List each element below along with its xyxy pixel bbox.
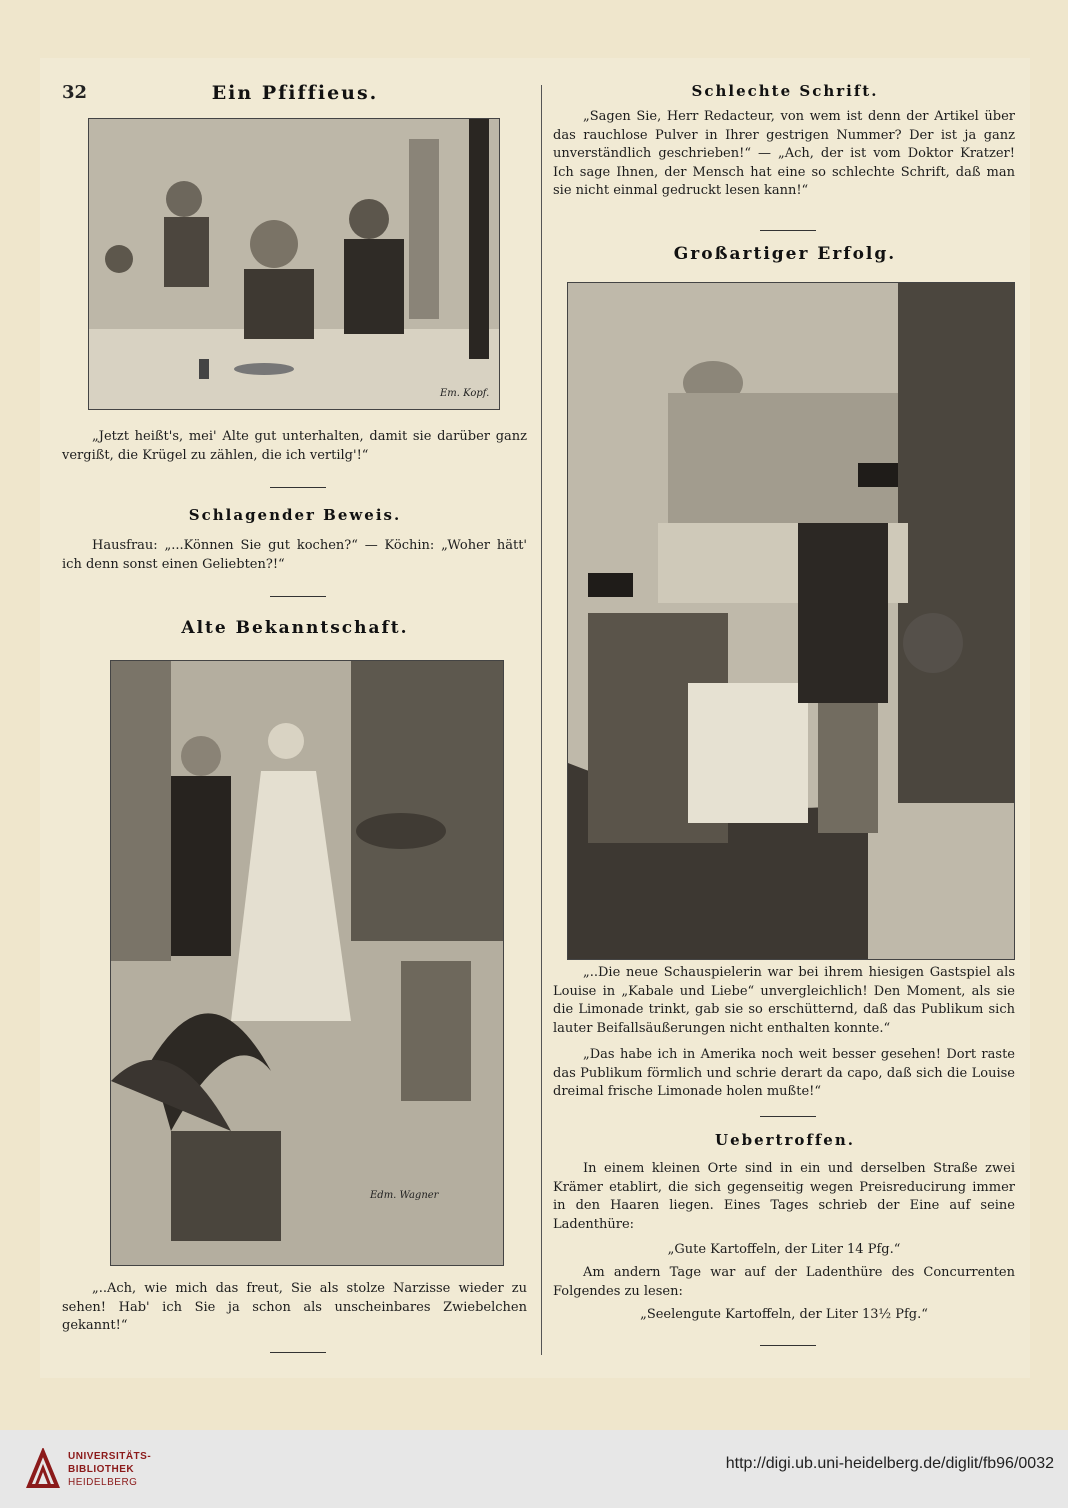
- source-url-link[interactable]: http://digi.ub.uni-heidelberg.de/diglit/fb96/0032: [725, 1455, 1054, 1472]
- text-schlechte-schrift: „Sagen Sie, Herr Redacteur, von wem ist denn der Artikel über das rauchlose Pulver in Ihrer gestrigen Nummer? Der ist ja ganz unverständlich geschrieben!“ — „Ach, der ist vom Doktor Kratzer! Ich sage Ihnen, der Mensch hat eine so schlechte Schrift, daß man sie nicht einmal gedruckt lesen kann!“: [553, 109, 1015, 198]
- illustration-park-gentlemen: [567, 282, 1015, 960]
- logo-line-2: BIBLIOTHEK: [68, 1464, 135, 1475]
- title-grossartiger-erfolg: Großartiger Erfolg.: [673, 244, 897, 264]
- caption-grossartiger-erfolg-2: „Das habe ich in Amerika noch weit besser gesehen! Dort raste das Publikum förmlich und schrie derart da capo, daß sich die Louise dreimal frische Limonade holen mußte!“: [553, 1047, 1015, 1099]
- text-uebertroffen-2: Am andern Tage war auf der Ladenthüre des Concurrenten Folgendes zu lesen:: [553, 1265, 1015, 1299]
- quote-gute-kartoffeln: „Gute Kartoffeln, der Liter 14 Pfg.“: [667, 1242, 901, 1257]
- illustration-signature-3: Edm. Wagner: [370, 1190, 439, 1201]
- caption-ein-pfiffieus: „Jetzt heißt's, mei' Alte gut unterhalten, damit sie darüber ganz vergißt, die Krügel zu zählen, die ich vertilg'!“: [62, 429, 527, 463]
- illustration-signature-1: Em. Kopf.: [440, 388, 490, 399]
- separator-6: [760, 1345, 816, 1346]
- quote-seelengute-kartoffeln: „Seelengute Kartoffeln, der Liter 13½ Pfg.“: [640, 1307, 928, 1322]
- text-schlagender-beweis: Hausfrau: „...Können Sie gut kochen?“ — Köchin: „Woher hätt' ich denn sonst einen Geliebten?!“: [62, 538, 527, 572]
- separator-5: [760, 1116, 816, 1117]
- separator-1: [270, 487, 326, 488]
- separator-3: [270, 1352, 326, 1353]
- illustration-tavern: [88, 118, 500, 410]
- caption-grossartiger-erfolg-1: „..Die neue Schauspielerin war bei ihrem hiesigen Gastspiel als Louise in „Kabale und Liebe“ unvergleichlich! Den Moment, als sie die Limonade trinkt, gab sie so erschütternd, daß das Publikum sich lauter Beifallsäußerungen nicht enthalten konnte.“: [553, 965, 1015, 1036]
- digitization-footer: [0, 1430, 1068, 1508]
- title-ein-pfiffieus: Ein Pfiffieus.: [211, 82, 379, 104]
- separator-2: [270, 596, 326, 597]
- title-alte-bekanntschaft: Alte Bekanntschaft.: [181, 618, 409, 638]
- column-divider: [541, 85, 542, 1355]
- logo-line-1: UNIVERSITÄTS-: [68, 1451, 152, 1462]
- title-schlechte-schrift: Schlechte Schrift.: [691, 82, 879, 100]
- text-uebertroffen: In einem kleinen Orte sind in ein und derselben Straße zwei Krämer etablirt, die sich gegenseitig wegen Preisreducirung immer in den Haaren liegen. Eines Tages schrieb der Eine auf seine Ladenthüre:: [553, 1161, 1015, 1232]
- caption-alte-bekanntschaft: „..Ach, wie mich das freut, Sie als stolze Narzisse wieder zu sehen! Hab' ich Sie ja schon als unscheinbares Zwiebelchen gekannt!“: [62, 1281, 527, 1333]
- title-schlagender-beweis: Schlagender Beweis.: [188, 506, 402, 524]
- title-uebertroffen: Uebertroffen.: [715, 1131, 855, 1149]
- university-logo-text: [68, 1450, 151, 1489]
- illustration-theatre-lady: [110, 660, 504, 1266]
- separator-4: [760, 230, 816, 231]
- university-logo-icon: [25, 1448, 61, 1490]
- logo-line-3: HEIDELBERG: [68, 1477, 138, 1488]
- page-number: 32: [62, 82, 88, 103]
